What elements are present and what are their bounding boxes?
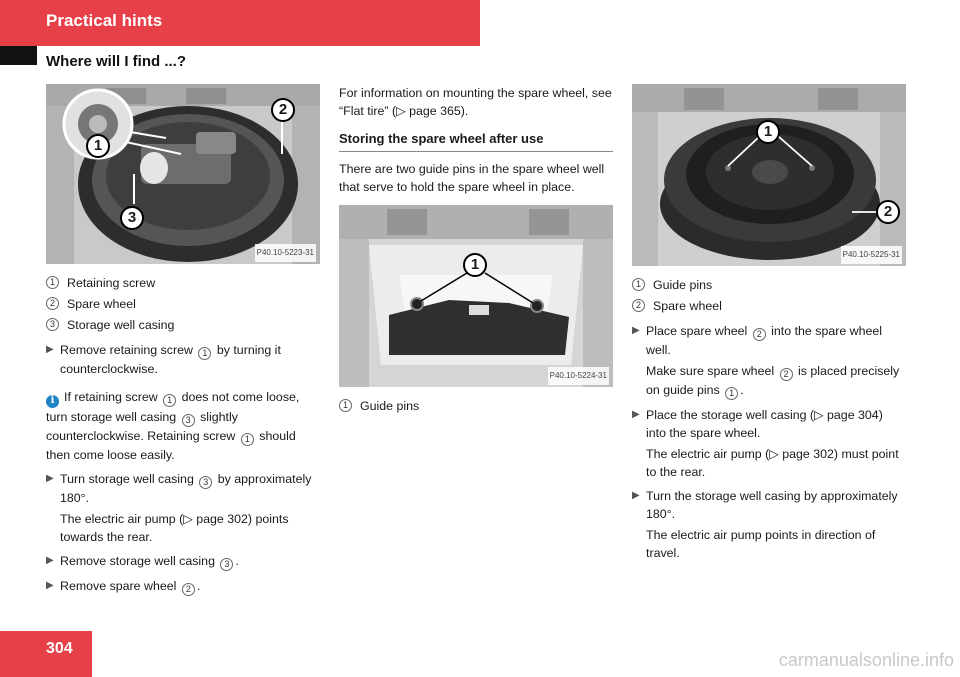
legend-label: Guide pins — [653, 277, 713, 292]
legend-label: Spare wheel — [653, 298, 722, 313]
triangle-right-icon: ▶ — [46, 472, 54, 484]
instruction-step — [46, 552, 320, 571]
step-text: Remove storage well casing 3 . — [60, 553, 239, 569]
step-text: Turn the storage well casing by approximately 180°. — [646, 489, 898, 521]
figure-spare-wheel-well — [46, 84, 320, 264]
triangle-right-icon: ▶ — [46, 554, 54, 566]
step-note: The electric air pump points in direction of travel. — [646, 528, 876, 560]
page-subtitle: Where will I find ...? — [46, 53, 187, 70]
photo-illustration-2 — [339, 205, 613, 387]
legend-item — [46, 314, 320, 335]
number-badge: 1 — [632, 278, 645, 291]
legend-item — [46, 272, 320, 293]
triangle-right-icon: ▶ — [632, 409, 640, 420]
legend-item — [46, 293, 320, 314]
step-note: Make sure spare wheel 2 is placed precisely on guide pins 1 . — [646, 364, 900, 398]
triangle-right-icon: ▶ — [46, 344, 54, 355]
number-badge: 3 — [182, 414, 195, 427]
instruction-step — [632, 322, 906, 400]
body-paragraph: There are two guide pins in the spare wheel well that serve to hold the spare wheel in place. — [339, 162, 605, 194]
number-badge: 2 — [46, 297, 59, 310]
figure-code: P40.10-5224-31 — [548, 367, 609, 385]
info-icon: i — [46, 395, 59, 408]
legend-item — [632, 295, 906, 316]
page-number: 304 — [46, 640, 73, 657]
number-badge: 2 — [182, 583, 195, 596]
section-title: Practical hints — [46, 11, 163, 30]
figure-code: P40.10-5225-31 — [841, 246, 902, 264]
column-2 — [339, 84, 613, 416]
instruction-step — [632, 487, 906, 562]
instruction-step — [46, 470, 320, 546]
watermark: carmanualsonline.info — [778, 650, 954, 670]
callout-1: 1 — [463, 253, 487, 277]
number-badge: 1 — [241, 433, 254, 446]
number-badge: 1 — [198, 347, 211, 360]
section-heading: Storing the spare wheel after use — [339, 130, 613, 152]
step-text: Remove spare wheel 2 . — [60, 578, 201, 594]
number-badge: 3 — [199, 476, 212, 489]
column-1 — [46, 84, 320, 596]
figure-code: P40.10-5223-31 — [255, 244, 316, 262]
number-badge: 1 — [46, 276, 59, 289]
number-badge: 2 — [780, 368, 793, 381]
step-text: Remove retaining screw 1 by turning it counterclockwise. — [60, 343, 281, 376]
legend — [632, 274, 906, 316]
column-3 — [632, 84, 906, 562]
callout-2: 2 — [271, 98, 295, 122]
instruction-step — [46, 341, 320, 378]
legend-label: Guide pins — [360, 398, 420, 413]
step-note: The electric air pump (▷ page 302) must point to the rear. — [646, 447, 899, 479]
step-note: The electric air pump (▷ page 302) points towards the rear. — [60, 511, 289, 544]
info-note — [46, 388, 320, 464]
instruction-step — [632, 406, 906, 481]
step-text: Turn storage well casing 3 by approximately 180°. — [60, 471, 312, 505]
header-tab-marker — [0, 46, 37, 65]
step-text: Place the storage well casing (▷ page 304) into the spare wheel. — [646, 408, 883, 440]
step-text: Place spare wheel 2 into the spare wheel well. — [646, 324, 883, 357]
number-badge: 2 — [632, 299, 645, 312]
triangle-right-icon: ▶ — [632, 325, 640, 336]
triangle-right-icon: ▶ — [46, 579, 54, 591]
number-badge: 3 — [220, 558, 233, 571]
info-text: i If retaining screw 1 does not come loose, turn storage well casing 3 slightly counterclockwise. Retaining screw 1 should then come loose easily. — [46, 390, 300, 462]
legend-label: Storage well casing — [67, 317, 175, 332]
triangle-right-icon: ▶ — [632, 490, 640, 501]
number-badge: 1 — [725, 387, 738, 400]
figure-spare-wheel — [632, 84, 906, 266]
photo-illustration-3 — [632, 84, 906, 266]
callout-2: 2 — [876, 200, 900, 224]
number-badge: 2 — [753, 328, 766, 341]
instruction-step — [46, 577, 320, 596]
legend-item — [632, 274, 906, 295]
legend — [339, 395, 613, 416]
legend-label: Spare wheel — [67, 296, 136, 311]
legend-item — [339, 395, 613, 416]
callout-1: 1 — [756, 120, 780, 144]
number-badge: 3 — [46, 318, 59, 331]
number-badge: 1 — [163, 394, 176, 407]
legend-label: Retaining screw — [67, 275, 156, 290]
legend — [46, 272, 320, 335]
intro-paragraph: For information on mounting the spare wheel, see “Flat tire” (▷ page 365). — [339, 86, 612, 118]
figure-guide-pins — [339, 205, 613, 387]
callout-1: 1 — [86, 134, 110, 158]
callout-3: 3 — [120, 206, 144, 230]
number-badge: 1 — [339, 399, 352, 412]
